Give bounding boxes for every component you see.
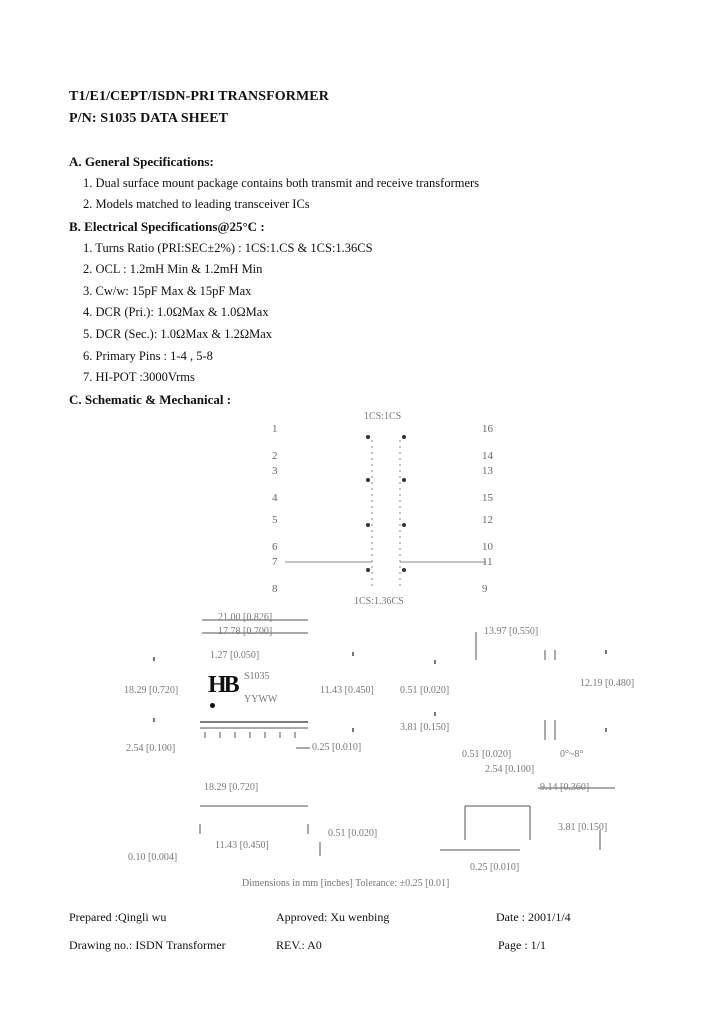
pin-label: 5 bbox=[272, 514, 278, 526]
spec-item: 3. Cw/w: 15pF Max & 15pF Max bbox=[83, 284, 252, 298]
pin-label: 10 bbox=[482, 541, 493, 553]
dimension-label: 3.81 [0.150] bbox=[558, 822, 608, 833]
spec-item: 1. Turns Ratio (PRI:SEC±2%) : 1CS:1.CS & 1CS:1.36CS bbox=[83, 241, 373, 255]
dimension-label: 0.25 [0.010] bbox=[470, 862, 520, 873]
pin-label: 2 bbox=[272, 450, 278, 462]
dimension-label: 2.54 [0.100] bbox=[126, 743, 176, 754]
pin-label: 3 bbox=[272, 465, 278, 477]
prepared-by: Prepared :Qingli wu bbox=[69, 910, 167, 924]
dimension-label: 0.51 [0.020] bbox=[462, 749, 512, 760]
spec-item: 2. OCL : 1.2mH Min & 1.2mH Min bbox=[83, 262, 263, 276]
dimension-label: 0.51 [0.020] bbox=[400, 685, 450, 696]
dimension-note: Dimensions in mm [inches] Tolerance: ±0.25 [0.01] bbox=[242, 878, 450, 889]
dimension-label: 3.81 [0.150] bbox=[400, 722, 450, 733]
dimension-label: 0.10 [0.004] bbox=[128, 852, 178, 863]
pin-label: 9 bbox=[482, 583, 488, 595]
pin-label: 1 bbox=[272, 423, 278, 435]
pin-label: 16 bbox=[482, 423, 493, 435]
dimension-label: 0.51 [0.020] bbox=[328, 828, 378, 839]
section-a-heading: A. General Specifications: bbox=[69, 154, 214, 169]
dimension-label: 17.78 [0.700] bbox=[218, 626, 273, 637]
document-date: Date : 2001/1/4 bbox=[496, 910, 571, 924]
pin-label: 4 bbox=[272, 492, 278, 504]
pin-label: 11 bbox=[482, 556, 493, 568]
dimension-label: 18.29 [0.720] bbox=[204, 782, 259, 793]
section-c-heading: C. Schematic & Mechanical : bbox=[69, 392, 232, 407]
drawing-number: Drawing no.: ISDN Transformer bbox=[69, 938, 226, 952]
pin-label: 13 bbox=[482, 465, 493, 477]
dimension-label: 11.43 [0.450] bbox=[320, 685, 374, 696]
section-b-heading: B. Electrical Specifications@25°C : bbox=[69, 219, 265, 234]
date-marking: YYWW bbox=[244, 694, 278, 705]
spec-item: 6. Primary Pins : 1-4 , 5-8 bbox=[83, 349, 213, 363]
dimension-label: 0°~8° bbox=[560, 749, 584, 760]
turns-ratio-label: 1CS:1.36CS bbox=[354, 596, 404, 607]
dimension-label: 2.54 [0.100] bbox=[485, 764, 535, 775]
part-marking: S1035 bbox=[244, 671, 270, 682]
dimension-label: 1.27 [0.050] bbox=[210, 650, 260, 661]
dimension-label: 9.14 [0.360] bbox=[540, 782, 590, 793]
spec-item: 2. Models matched to leading transceiver ICs bbox=[83, 197, 310, 211]
revision: REV.: A0 bbox=[276, 938, 322, 952]
page-number: Page : 1/1 bbox=[498, 938, 546, 952]
spec-item: 4. DCR (Pri.): 1.0ΩMax & 1.0ΩMax bbox=[83, 305, 269, 319]
approved-by: Approved: Xu wenbing bbox=[276, 910, 390, 924]
pin-label: 15 bbox=[482, 492, 493, 504]
dimension-label: 18.29 [0.720] bbox=[124, 685, 179, 696]
pin1-marker-icon bbox=[210, 703, 215, 708]
dimension-label: 0.25 [0.010] bbox=[312, 742, 362, 753]
turns-ratio-label: 1CS:1CS bbox=[364, 411, 402, 422]
dimension-label: 21.00 [0.826] bbox=[218, 612, 273, 623]
pin-label: 6 bbox=[272, 541, 278, 553]
pin-label: 7 bbox=[272, 556, 278, 568]
dimension-label: 12.19 [0.480] bbox=[580, 678, 635, 689]
spec-item: 5. DCR (Sec.): 1.0ΩMax & 1.2ΩMax bbox=[83, 327, 273, 341]
dimension-label: 13.97 [0.550] bbox=[484, 626, 539, 637]
document-title: T1/E1/CEPT/ISDN-PRI TRANSFORMER bbox=[69, 89, 329, 104]
spec-item: 7. HI-POT :3000Vrms bbox=[83, 370, 195, 384]
spec-item: 1. Dual surface mount package contains both transmit and receive transformers bbox=[83, 176, 480, 190]
pin-label: 14 bbox=[482, 450, 493, 462]
document-subtitle: P/N: S1035 DATA SHEET bbox=[69, 111, 229, 126]
hb-logo: HB bbox=[208, 672, 237, 698]
dimension-label: 11.43 [0.450] bbox=[215, 840, 269, 851]
pin-label: 12 bbox=[482, 514, 493, 526]
pin-label: 8 bbox=[272, 583, 278, 595]
